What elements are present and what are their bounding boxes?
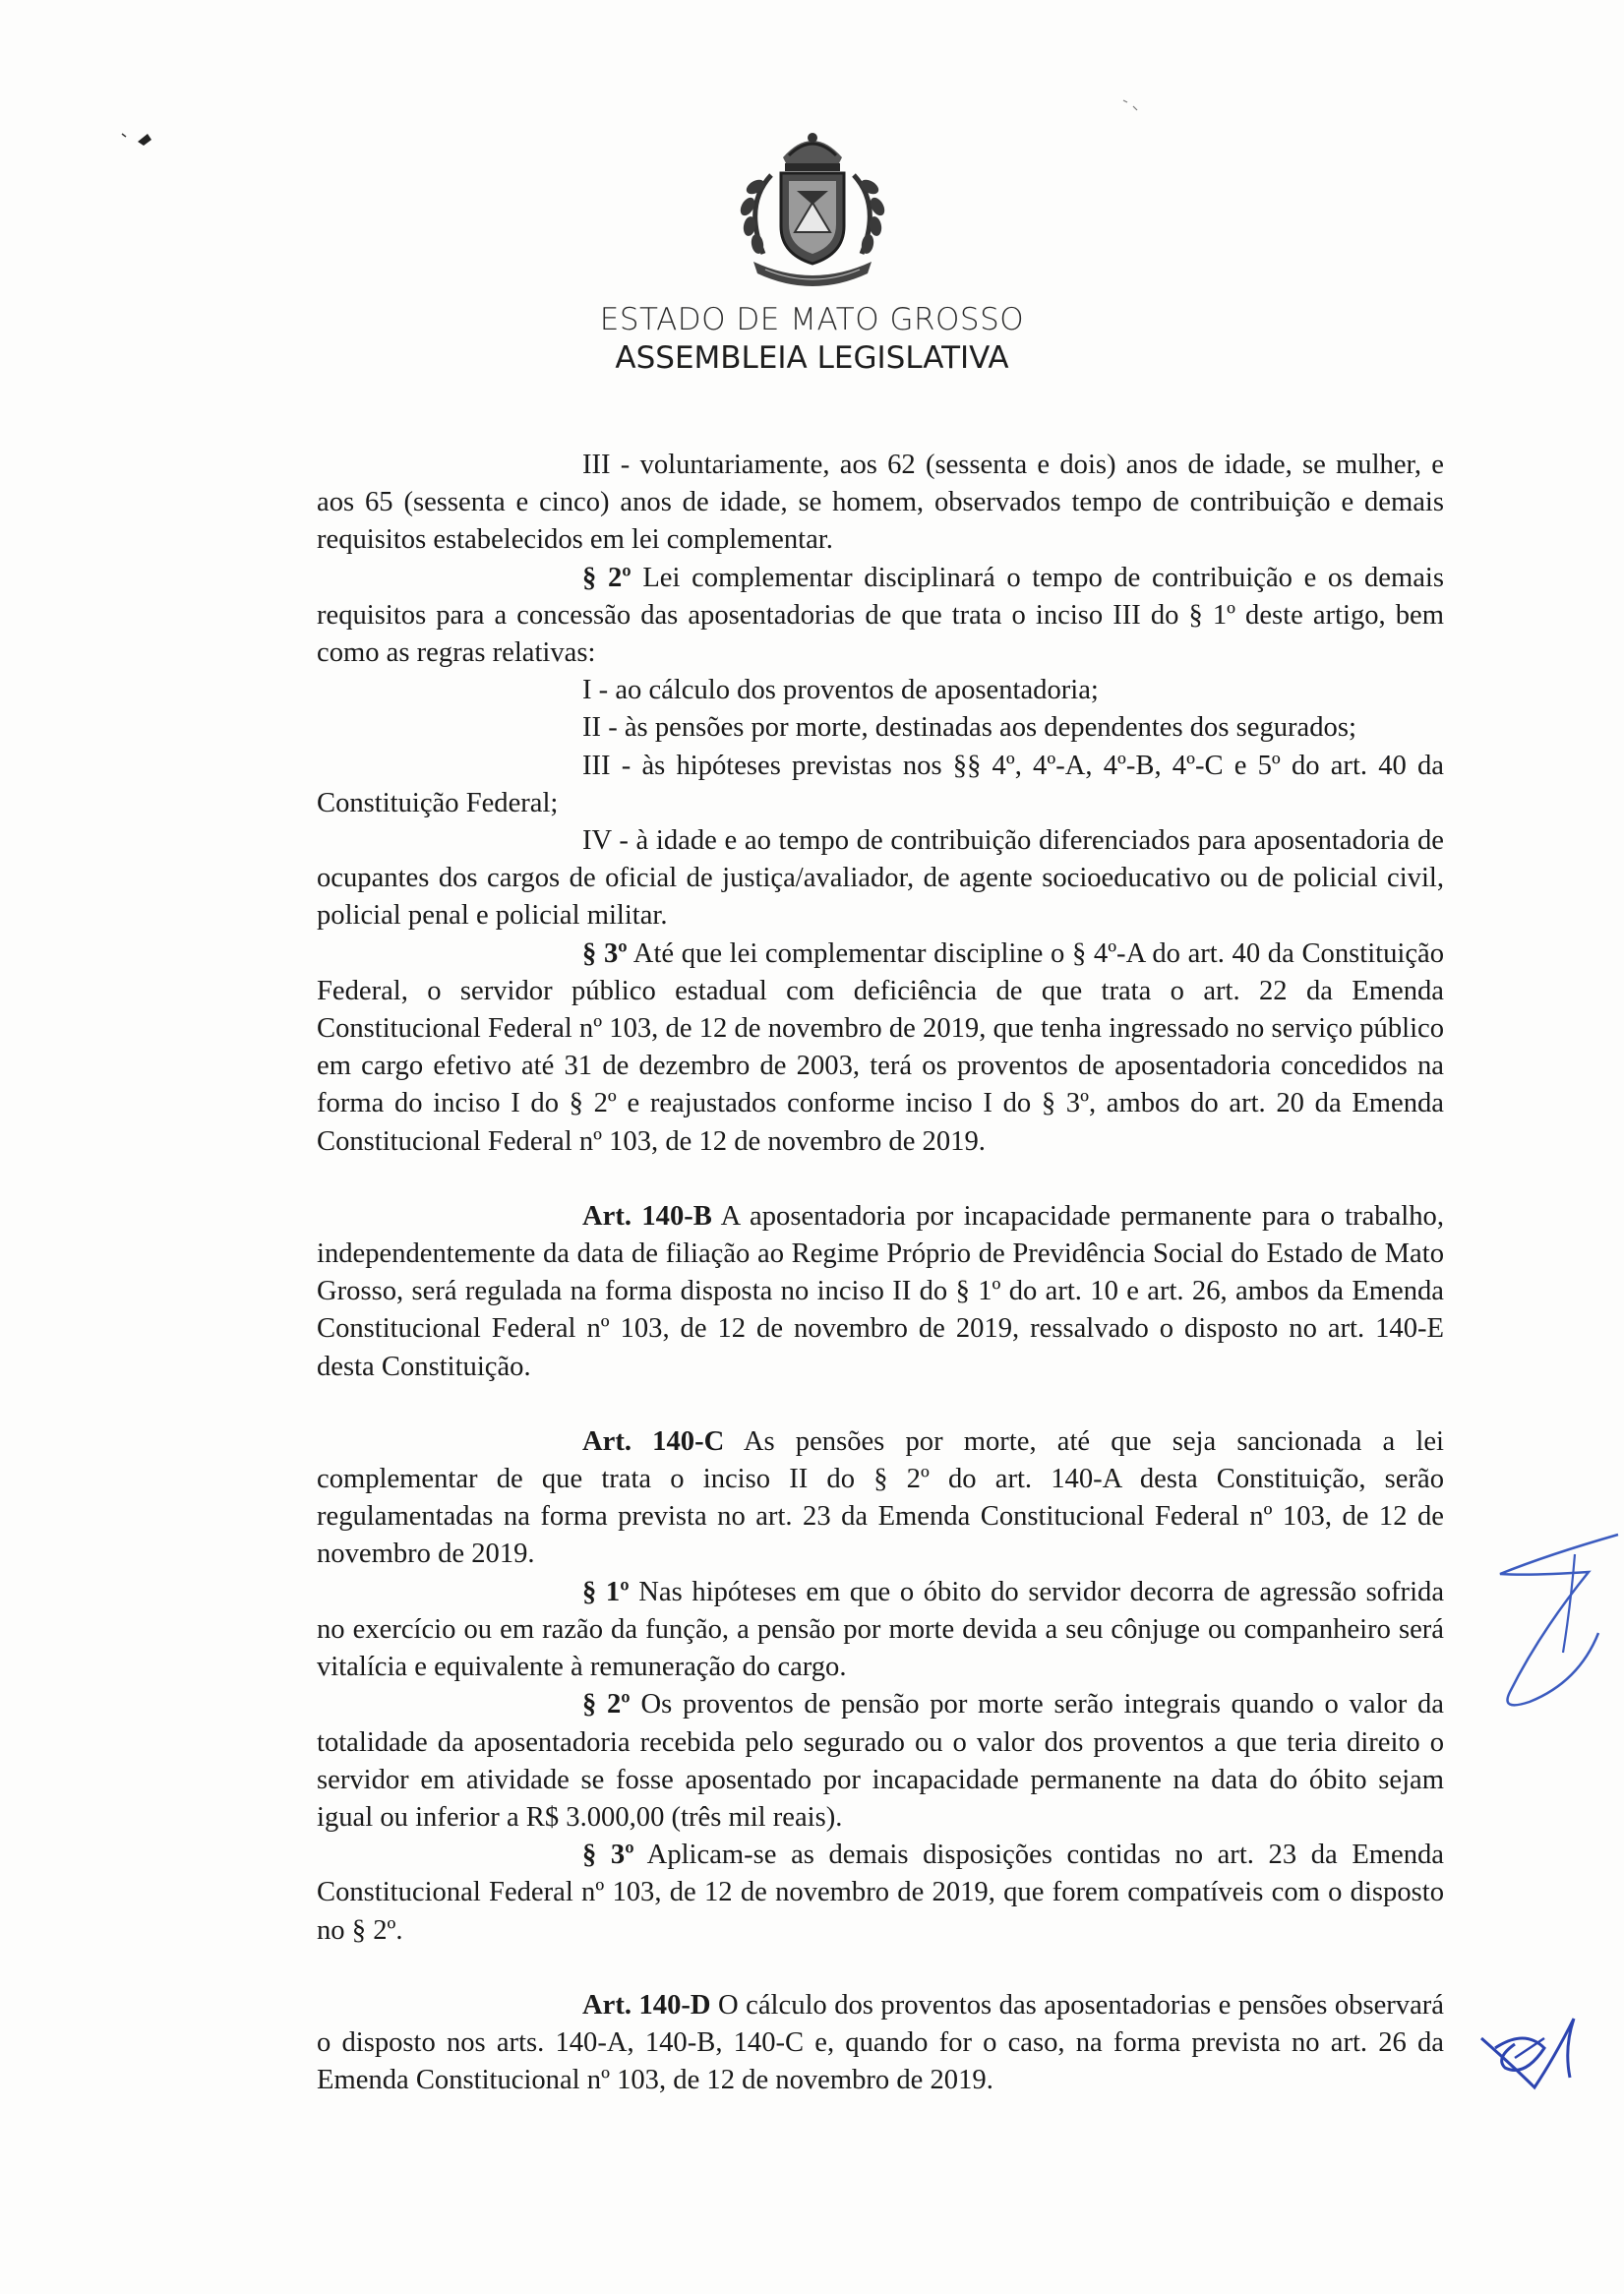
article-heading: Art. 140-C — [582, 1425, 725, 1457]
article-heading: Art. 140-B — [582, 1200, 712, 1232]
paragraph-text: Aplicam-se as demais disposições contidas no art. 23 da Emenda Constitucional Federal nº 103, de 12 de novembro de 2019, que forem compatíveis com o disposto no § 2º. — [317, 1840, 1444, 1946]
article-heading: Art. 140-D — [582, 1989, 711, 2021]
paragraph-text: O cálculo dos proventos das aposentadorias e pensões observará o disposto nos arts. 140-A, 140-B, 140-C e, quando for o caso, na forma prevista no art. 26 da Emenda Constitucional nº 103, de 12 de novembro de 2019. — [317, 1989, 1444, 2096]
spacer — [317, 1386, 1444, 1423]
paragraph-sec3 — [317, 936, 1444, 1161]
state-name: ESTADO DE MATO GROSSO — [599, 302, 1025, 337]
paragraph-text: I - ao cálculo dos proventos de aposentadoria; — [582, 675, 1099, 706]
section-heading: § 2º — [582, 1689, 631, 1720]
paragraph-inciso-iii-sec2 — [317, 748, 1444, 822]
scan-speck — [1121, 96, 1141, 116]
paragraph-sec2 — [317, 560, 1444, 673]
paragraph-inciso-iv — [317, 822, 1444, 936]
paragraph-inciso-ii — [317, 709, 1444, 747]
paragraph-text: Até que lei complementar discipline o § 4º-A do art. 40 da Constituição Federal, o servidor público estadual com deficiência de que trata o art. 22 da Emenda Constitucional Federal nº 103, de 12 de novembro de 2019, que tenha ingressado no serviço público em cargo efetivo até 31 de dezembro de 2003, terá os proventos de aposentadoria concedidos na forma do inciso I do § 2º e reajustados conforme inciso I do § 3º, ambos do art. 20 da Emenda Constitucional Federal nº 103, de 12 de novembro de 2019. — [317, 937, 1444, 1157]
paragraph-c-sec1 — [317, 1574, 1444, 1687]
document-body — [317, 447, 1444, 2099]
paragraph-text: Lei complementar disciplinará o tempo de contribuição e os demais requisitos para a concessão das aposentadorias de que trata o inciso III do § 1º deste artigo, bem como as regras relativas: — [317, 562, 1444, 669]
paragraph-text: As pensões por morte, até que seja sancionada a lei complementar de que trata o inciso II do § 2º do art. 140-A desta Constituição, serão regulamentadas na forma prevista no art. 23 da Emenda Constitucional Federal nº 103, de 12 de novembro de 2019. — [317, 1425, 1444, 1570]
article-140-d — [317, 1987, 1444, 2100]
paragraph-text: A aposentadoria por incapacidade permanente para o trabalho, independentemente da data de filiação ao Regime Próprio de Previdência Social do Estado de Mato Grosso, será regulada na forma disposta no inciso II do § 1º do art. 10 e art. 26, ambos da Emenda Constitucional Federal nº 103, de 12 de novembro de 2019, ressalvado o disposto no art. 140-E desta Constituição. — [317, 1200, 1444, 1382]
paragraph-c-sec3 — [317, 1837, 1444, 1950]
paragraph-inciso-i — [317, 672, 1444, 709]
section-heading: § 3º — [582, 937, 628, 969]
paragraph-text: III - voluntariamente, aos 62 (sessenta e dois) anos de idade, se mulher, e aos 65 (sessenta e cinco) anos de idade, se homem, observados tempo de contribuição e demais requisitos estabelecidos em lei complementar. — [317, 450, 1444, 556]
paragraph-c-sec2 — [317, 1686, 1444, 1837]
article-140-b — [317, 1198, 1444, 1386]
paragraph-text: Os proventos de pensão por morte serão integrais quando o valor da totalidade da aposentadoria recebida pelo segurado ou o valor dos proventos a que teria direito o servidor em atividade se fosse aposentado por incapacidade permanente na data do óbito sejam igual ou inferior a R$ 3.000,00 (três mil reais). — [317, 1689, 1444, 1833]
spacer — [317, 1161, 1444, 1198]
state-coat-of-arms-icon — [724, 116, 901, 293]
section-heading: § 3º — [582, 1840, 634, 1871]
assembly-name: ASSEMBLEIA LEGISLATIVA — [615, 340, 1009, 376]
section-heading: § 1º — [582, 1576, 630, 1607]
paragraph-text: III - às hipóteses previstas nos §§ 4º, 4º-A, 4º-B, 4º-C e 5º do art. 40 da Constituição Federal; — [317, 750, 1444, 818]
section-heading: § 2º — [582, 562, 632, 593]
article-140-c — [317, 1423, 1444, 1574]
handwritten-initials — [1475, 2009, 1584, 2105]
paragraph-text: II - às pensões por morte, destinadas aos dependentes dos segurados; — [582, 712, 1356, 744]
paragraph-text: Nas hipóteses em que o óbito do servidor decorra de agressão sofrida no exercício ou em razão da função, a pensão por morte devida a seu cônjuge ou companheiro será vitalícia e equivalente à remuneração do cargo. — [317, 1576, 1445, 1683]
spacer — [317, 1950, 1444, 1987]
paragraph-text: IV - à idade e ao tempo de contribuição diferenciados para aposentadoria de ocupantes dos cargos de oficial de justiça/avaliador, de agente socioeducativo ou de policial civil, policial penal e policial militar. — [317, 825, 1444, 932]
letterhead — [0, 116, 1624, 378]
paragraph-inciso-iii — [317, 447, 1444, 560]
handwritten-signature — [1480, 1515, 1624, 1751]
